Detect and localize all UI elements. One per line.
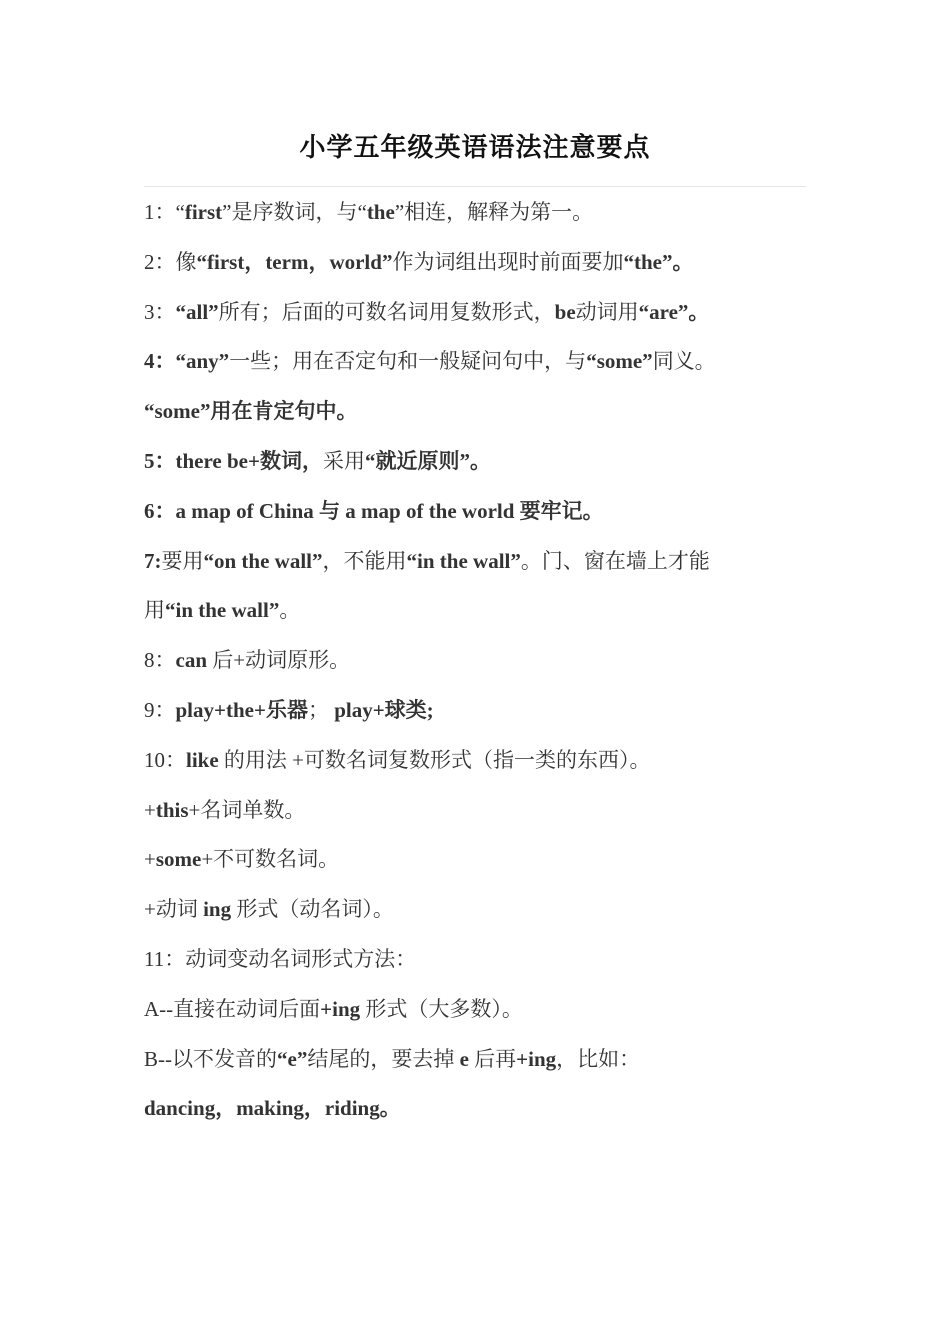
text-segment: ，比如： — [556, 1046, 641, 1071]
text-segment: + — [144, 847, 156, 872]
bold-text-segment: “e” — [277, 1046, 308, 1071]
text-segment: 8： — [144, 648, 176, 673]
bold-text-segment: play+the+乐器 — [175, 697, 308, 722]
page-title: 小学五年级英语语法注意要点 — [299, 133, 651, 162]
text-line — [144, 387, 808, 437]
text-line — [144, 885, 808, 935]
bold-text-segment: play+球类; — [334, 697, 434, 722]
text-segment: 1：“ — [144, 200, 185, 224]
text-segment: +动词 — [144, 897, 204, 922]
text-segment: 9： — [144, 697, 176, 722]
bold-text-segment: can — [175, 648, 207, 673]
text-segment: +名词单数。 — [188, 797, 306, 822]
bold-text-segment: be — [554, 299, 576, 324]
text-line — [144, 736, 808, 786]
text-segment: 采用 — [322, 448, 365, 473]
text-line — [144, 586, 808, 636]
text-line — [144, 537, 808, 587]
text-segment: 的用法 +可数名词复数形式（指一类的东西）。 — [218, 747, 651, 772]
text-segment: 一些；用在否定句和一般疑问句中，与 — [229, 349, 587, 374]
text-line — [144, 437, 808, 487]
text-segment: 作为词组出现时前面要加 — [392, 249, 624, 274]
text-segment: B--以不发音的 — [144, 1046, 277, 1071]
text-line — [144, 786, 808, 836]
text-segment: 后+动词原形。 — [207, 648, 351, 673]
bold-text-segment: some — [155, 847, 202, 872]
text-segment: 11：动词变动名词形式方法： — [144, 946, 417, 971]
text-line — [144, 985, 808, 1035]
text-segment: 同义。 — [652, 349, 716, 374]
bold-text-segment: like — [186, 747, 219, 772]
bold-text-segment: 6：a map of China 与 a map of the world 要牢记。 — [144, 498, 604, 523]
text-line — [144, 238, 808, 288]
text-segment: 10： — [144, 747, 186, 772]
bold-text-segment: 4：“any” — [144, 349, 230, 374]
bold-text-segment: “all” — [175, 299, 219, 324]
bold-text-segment: first — [184, 200, 223, 224]
text-segment: 3： — [144, 299, 176, 324]
text-segment: 结尾的，要去掉 — [307, 1046, 460, 1071]
text-line — [144, 935, 808, 985]
text-segment: 。 — [279, 598, 301, 623]
text-segment: ”相连，解释为第一。 — [394, 200, 594, 224]
bold-text-segment: ing — [203, 897, 232, 922]
bold-text-segment: 7: — [144, 548, 162, 573]
text-line — [144, 1084, 808, 1134]
text-line — [144, 188, 808, 238]
bold-text-segment: dancing，making，riding。 — [144, 1096, 401, 1121]
text-line — [144, 1035, 808, 1085]
bold-text-segment: “some”用在肯定句中。 — [144, 399, 358, 424]
bold-text-segment: “on the wall” — [203, 548, 323, 573]
text-segment: ，不能用 — [322, 548, 407, 573]
bold-text-segment: “in the wall” — [406, 548, 521, 573]
text-segment: 动词用 — [575, 299, 639, 324]
text-segment: ； — [307, 697, 335, 722]
text-segment: 所有；后面的可数名词用复数形式， — [218, 299, 555, 324]
bold-text-segment: e — [459, 1046, 469, 1071]
text-line — [144, 835, 808, 885]
text-segment: + — [144, 797, 156, 822]
text-segment: 形式（大多数）。 — [360, 996, 523, 1021]
bold-text-segment: “some” — [586, 349, 653, 374]
bold-text-segment: “are”。 — [638, 299, 710, 324]
text-line — [144, 686, 808, 736]
bold-text-segment: 5：there be+数词， — [144, 448, 323, 473]
text-segment: +不可数名词。 — [201, 847, 340, 872]
text-segment: A--直接在动词后面 — [144, 996, 321, 1021]
text-segment: 用 — [144, 598, 165, 623]
text-segment: 。门、窗在墙上才能 — [520, 548, 710, 573]
text-segment: 2：像 — [144, 249, 197, 274]
bold-text-segment: +ing — [320, 996, 361, 1021]
bold-text-segment: this — [155, 797, 189, 822]
text-segment: ”是序数词，与“ — [222, 200, 367, 224]
text-line — [144, 288, 808, 338]
bold-text-segment: “in the wall” — [165, 598, 280, 623]
document-body — [144, 188, 808, 1134]
text-line — [144, 636, 808, 686]
text-segment: 要用 — [161, 548, 204, 573]
bold-text-segment: the — [366, 200, 395, 224]
bold-text-segment: “就近原则”。 — [364, 448, 491, 473]
text-line — [144, 337, 808, 387]
title-divider — [144, 186, 806, 187]
text-segment: 后再 — [468, 1046, 517, 1071]
bold-text-segment: “first，term，world” — [196, 249, 393, 274]
bold-text-segment: +ing — [516, 1046, 557, 1071]
text-line — [144, 487, 808, 537]
bold-text-segment: “the”。 — [623, 249, 694, 274]
text-segment: 形式（动名词）。 — [231, 897, 394, 922]
